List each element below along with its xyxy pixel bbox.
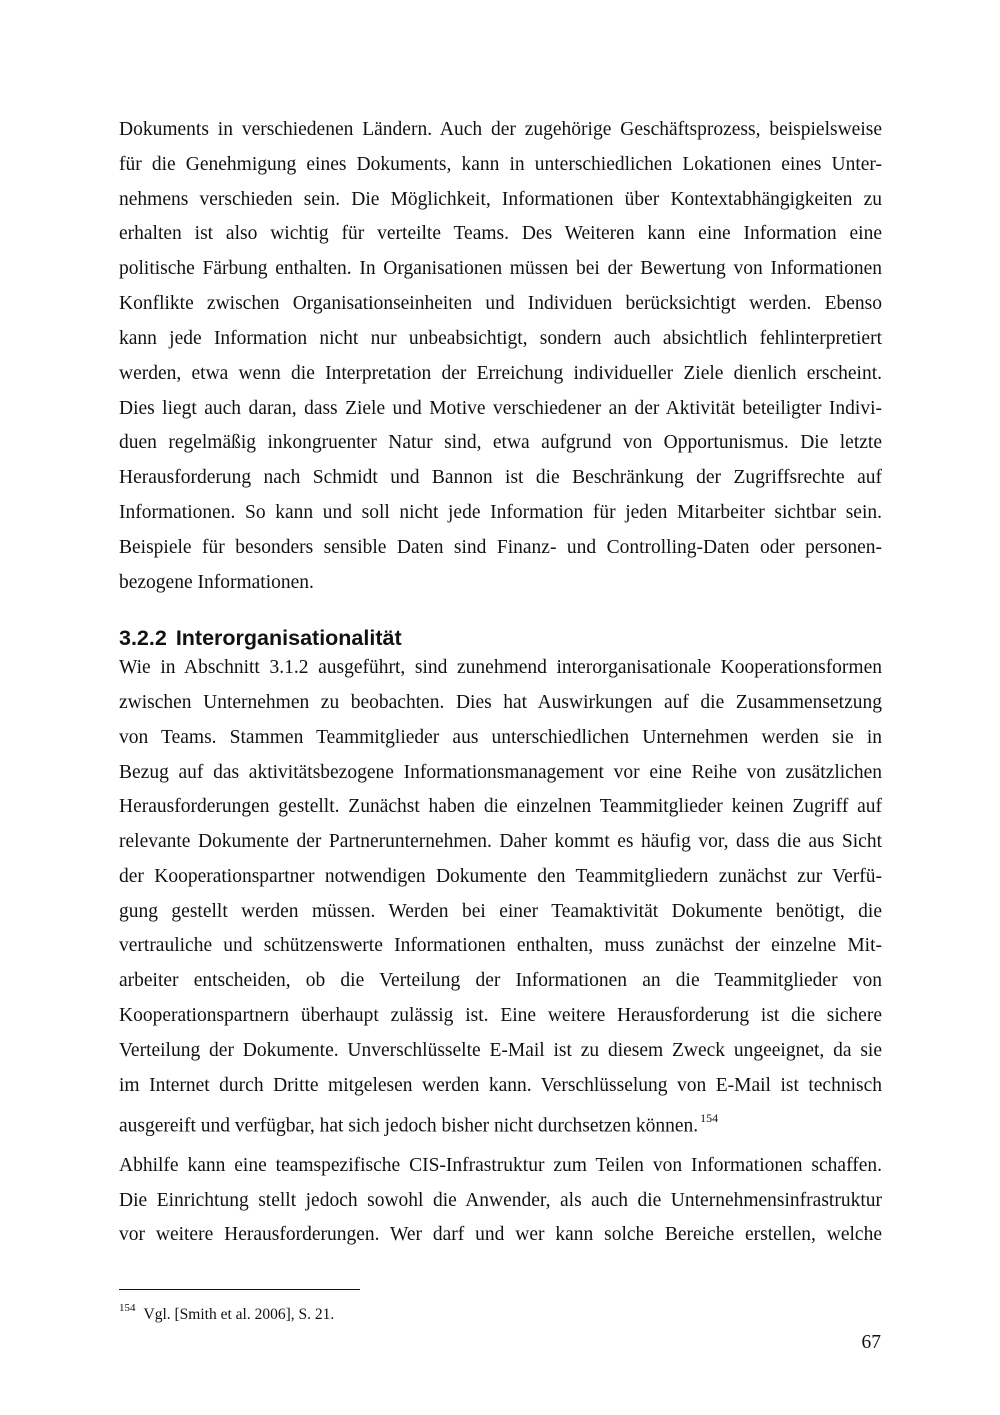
- text-line: vor weitere Herausforderungen. Wer darf und wer kann solche Bereiche erstellen, welche: [119, 1224, 882, 1245]
- section-title: Interorganisationalität: [175, 626, 402, 650]
- text-line: Dokuments in verschiedenen Ländern. Auch der zugehörige Geschäftsprozess, beispielsweise: [119, 119, 882, 140]
- footnote-reference[interactable]: 154: [700, 1111, 719, 1125]
- footnote-divider: [119, 1289, 360, 1290]
- text-line: bezogene Informationen.: [119, 572, 314, 593]
- text-line: Bezug auf das aktivitätsbezogene Informationsmanagement vor eine Reihe von zusätzlichen: [119, 762, 882, 783]
- text-line: [119, 1103, 882, 1137]
- text-line: Informationen. So kann und soll nicht jede Information für jeden Mitarbeiter sichtbar sein.: [119, 502, 882, 523]
- text-line: der Kooperationspartner notwendigen Dokumente den Teammitgliedern zunächst zur Verfü-: [119, 866, 882, 887]
- text-line: von Teams. Stammen Teammitglieder aus unterschiedlichen Unternehmen werden sie in: [119, 727, 882, 748]
- footnote-number: 154: [119, 1302, 136, 1314]
- text-line: kann jede Information nicht nur unbeabsichtigt, sondern auch absichtlich fehlinterpretiert: [119, 328, 882, 349]
- text-line: vertrauliche und schützenswerte Informationen enthalten, muss zunächst der einzelne Mit-: [119, 935, 882, 956]
- text-line: nehmens verschieden sein. Die Möglichkeit, Informationen über Kontextabhängigkeiten zu: [119, 189, 882, 210]
- text-line-content: ausgereift und verfügbar, hat sich jedoch bisher nicht durchsetzen können.: [119, 1115, 699, 1137]
- text-line: Verteilung der Dokumente. Unverschlüsselte E-Mail ist zu diesem Zweck ungeeignet, da sie: [119, 1040, 882, 1061]
- text-line: Dies liegt auch daran, dass Ziele und Motive verschiedener an der Aktivität beteiligter Indivi-: [119, 398, 882, 419]
- page-number: 67: [861, 1332, 881, 1353]
- footnote: [119, 1299, 334, 1326]
- section-heading: [119, 621, 402, 655]
- text-line: relevante Dokumente der Partnerunternehmen. Daher kommt es häufig vor, dass die aus Sicht: [119, 831, 882, 852]
- text-line: Wie in Abschnitt 3.1.2 ausgeführt, sind zunehmend interorganisationale Kooperationsformen: [119, 657, 882, 678]
- text-line: werden, etwa wenn die Interpretation der Erreichung individueller Ziele dienlich erscheint.: [119, 363, 882, 384]
- text-line: duen regelmäßig inkongruenter Natur sind, etwa aufgrund von Opportunismus. Die letzte: [119, 432, 882, 453]
- text-line: Konflikte zwischen Organisationseinheiten und Individuen berücksichtigt werden. Ebenso: [119, 293, 882, 314]
- text-line: Die Einrichtung stellt jedoch sowohl die Anwender, als auch die Unternehmensinfrastruktur: [119, 1190, 882, 1211]
- text-line: Herausforderungen gestellt. Zunächst haben die einzelnen Teammitglieder keinen Zugriff auf: [119, 796, 882, 817]
- text-line: Kooperationspartnern überhaupt zulässig ist. Eine weitere Herausforderung ist die sichere: [119, 1005, 882, 1026]
- text-line: Herausforderung nach Schmidt und Bannon ist die Beschränkung der Zugriffsrechte auf: [119, 467, 882, 488]
- text-line: zwischen Unternehmen zu beobachten. Dies hat Auswirkungen auf die Zusammensetzung: [119, 692, 882, 713]
- section-number: 3.2.2: [119, 626, 167, 650]
- text-line: Abhilfe kann eine teamspezifische CIS-Infrastruktur zum Teilen von Informationen schaffen.: [119, 1155, 882, 1176]
- text-line: im Internet durch Dritte mitgelesen werden kann. Verschlüsselung von E-Mail ist technisch: [119, 1075, 882, 1096]
- text-line: erhalten ist also wichtig für verteilte Teams. Des Weiteren kann eine Information eine: [119, 223, 882, 244]
- text-line: für die Genehmigung eines Dokuments, kann in unterschiedlichen Lokationen eines Unter-: [119, 154, 882, 175]
- text-line: gung gestellt werden müssen. Werden bei einer Teamaktivität Dokumente benötigt, die: [119, 901, 882, 922]
- text-line: arbeiter entscheiden, ob die Verteilung der Informationen an die Teammitglieder von: [119, 970, 882, 991]
- footnote-text: Vgl. [Smith et al. 2006], S. 21.: [143, 1306, 335, 1324]
- text-line: Beispiele für besonders sensible Daten sind Finanz- und Controlling-Daten oder personen-: [119, 537, 882, 558]
- text-line: politische Färbung enthalten. In Organisationen müssen bei der Bewertung von Informationen: [119, 258, 882, 279]
